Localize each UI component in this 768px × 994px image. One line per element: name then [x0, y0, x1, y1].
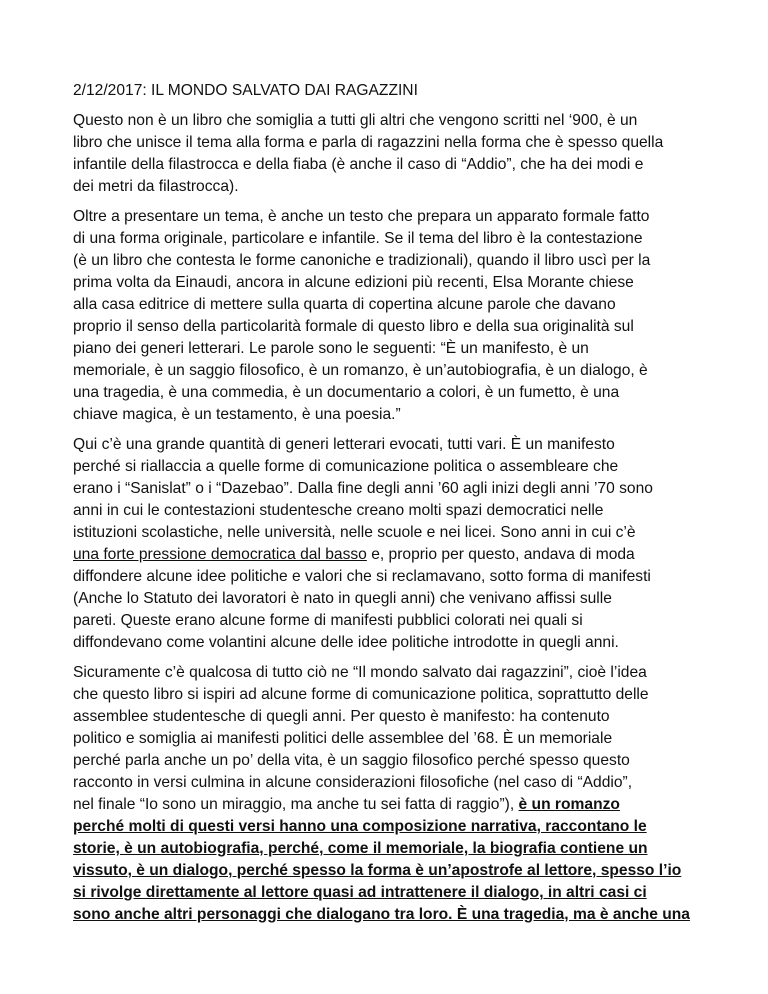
paragraph-3: [73, 434, 713, 654]
paragraph-3-text-start: Qui c’è una grande quantità di generi letterari evocati, tutti vari. È un manifesto perché si riallaccia a quelle forme di comunicazione politica o assembleare che erano i “Sanislat” o i “Dazebao”. Dalla fine degli anni ’60 agli inizi degli anni ’70 sono anni in cui le contestazioni studentesche creano molti spazi democratici nelle istituzioni scolastiche, nelle università, nelle scuole e nei licei. Sono anni in cui c’è: [73, 436, 653, 541]
document-page: [73, 80, 713, 934]
paragraph-3-underlined-phrase: una forte pressione democratica dal basso: [73, 546, 367, 563]
paragraph-4: [73, 662, 713, 926]
paragraph-1: Questo non è un libro che somiglia a tutti gli altri che vengono scritti nel ‘900, è un libro che unisce il tema alla forma e parla di ragazzini nella forma che è spesso quella infantile della filastrocca e della fiaba (è anche il caso di “Addio”, che ha dei modi e dei metri da filastrocca).: [73, 112, 664, 195]
paragraph-3-text-end: e, proprio per questo, andava di moda diffondere alcune idee politiche e valori che si reclamavano, sotto forma di manifesti (Anche lo Statuto dei lavoratori è nato in quegli anni) che venivano affissi sulle pareti. Queste erano alcune forme di manifesti pubblici colorati nei quali si diffondevano come volantini alcune delle idee politiche introdotte in quegli anni.: [73, 546, 651, 651]
paragraph-4-text-start: Sicuramente c’è qualcosa di tutto ciò ne “Il mondo salvato dai ragazzini”, cioè l’idea che questo libro si ispiri ad alcune forme di comunicazione politica, soprattutto delle assemblee studentesche di quegli anni. Per questo è manifesto: ha contenuto politico e somiglia ai manifesti politici delle assemblee del ’68. È un memoriale perché parla anche un po’ della vita, è un saggio filosofico perché spesso questo racconto in versi culmina in alcune considerazioni filosofiche (nel caso di “Addio”, nel finale “Io sono un miraggio, ma anche tu sei fatta di raggio”),: [73, 664, 649, 813]
paragraph-2: Oltre a presentare un tema, è anche un testo che prepara un apparato formale fatto di una forma originale, particolare e infantile. Se il tema del libro è la contestazione (è un libro che contesta le forme canoniche e tradizionali), quando il libro uscì per la prima volta da Einaudi, ancora in alcune edizioni più recenti, Elsa Morante chiese alla casa editrice di mettere sulla quarta di copertina alcune parole che davano proprio il senso della particolarità formale di questo libro e della sua originalità sul piano dei generi letterari. Le parole sono le seguenti: “È un manifesto, è un memoriale, è un saggio filosofico, è un romanzo, è un’autobiografia, è un dialogo, è una tragedia, è una commedia, è un documentario a colori, è un fumetto, è una chiave magica, è un testamento, è una poesia.”: [73, 208, 651, 423]
paragraph-4-bold-underlined-passage: è un romanzo perché molti di questi versi hanno una composizione narrativa, raccontano le storie, è un autobiografia, perché, come il memoriale, la biografia contiene un vissuto, è un dialogo, perché spesso la forma è un’apostrofe al lettore, spesso l’io si rivolge direttamente al lettore quasi ad intrattenere il dialogo, in altri casi ci sono anche altri personaggi che dialogano tra loro. È una tragedia, ma è anche una: [73, 796, 690, 923]
document-title: 2/12/2017: IL MONDO SALVATO DAI RAGAZZINI: [73, 82, 418, 99]
